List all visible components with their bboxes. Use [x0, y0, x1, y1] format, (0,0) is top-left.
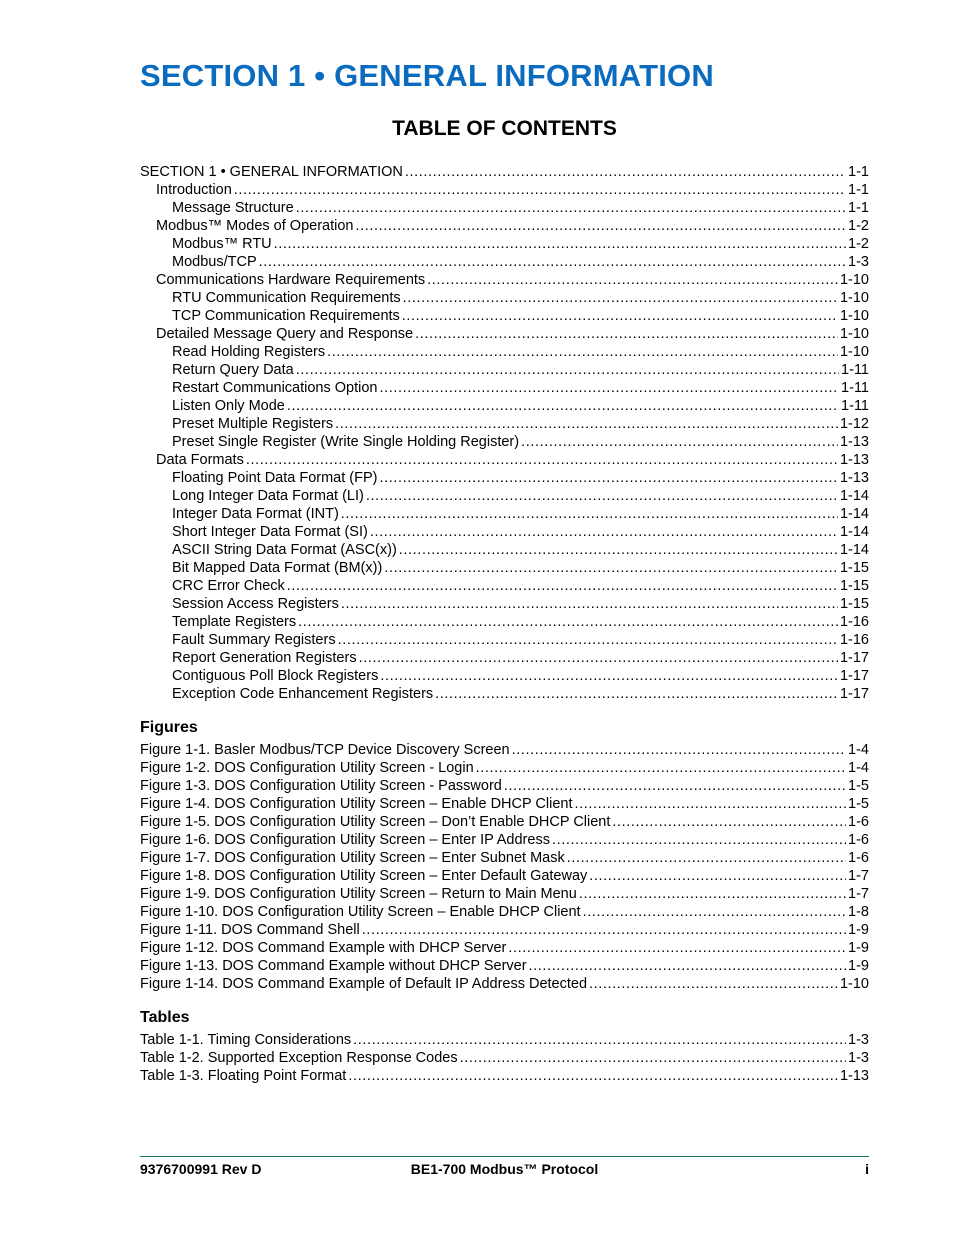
- entry-page-number: 1-14: [839, 506, 869, 522]
- entry-title: ASCII String Data Format (ASC(x)): [172, 542, 397, 558]
- toc-entry[interactable]: [140, 759, 869, 777]
- entry-title: Introduction: [156, 182, 232, 198]
- entry-page-number: 1-1: [848, 164, 869, 180]
- entry-title: Figure 1-13. DOS Command Example without DHCP Server: [140, 958, 527, 974]
- entry-page-number: 1-5: [848, 778, 869, 794]
- toc-entry[interactable]: [140, 667, 869, 685]
- entry-page-number: 1-6: [848, 850, 869, 866]
- entry-page-number: 1-2: [848, 218, 869, 234]
- dot-leader: [296, 199, 846, 217]
- dot-leader: [612, 813, 846, 831]
- entry-page-number: 1-10: [839, 272, 869, 288]
- figures-heading: Figures: [140, 719, 198, 736]
- entry-title: Preset Multiple Registers: [172, 416, 334, 432]
- entry-title: Figure 1-8. DOS Configuration Utility Screen – Enter Default Gateway: [140, 868, 588, 884]
- dot-leader: [399, 541, 838, 559]
- toc-entry[interactable]: [140, 831, 869, 849]
- entry-title: Exception Code Enhancement Registers: [172, 686, 434, 702]
- entry-page-number: 1-10: [839, 976, 869, 992]
- entry-title: Figure 1-6. DOS Configuration Utility Screen – Enter IP Address: [140, 832, 550, 848]
- entry-title: Figure 1-4. DOS Configuration Utility Screen – Enable DHCP Client: [140, 796, 573, 812]
- entry-title: Fault Summary Registers: [172, 632, 336, 648]
- page-footer: [140, 1160, 869, 1178]
- toc-entry[interactable]: [140, 559, 869, 577]
- entry-title: Bit Mapped Data Format (BM(x)): [172, 560, 383, 576]
- footer-page-number: i: [865, 1161, 869, 1177]
- entry-page-number: 1-11: [841, 398, 869, 414]
- footer-doc-number: 9376700991 Rev D: [140, 1161, 262, 1177]
- dot-leader: [296, 361, 839, 379]
- footer-doc-title: BE1-700 Modbus™ Protocol: [410, 1161, 599, 1177]
- toc-entry[interactable]: [140, 885, 869, 903]
- dot-leader: [327, 343, 838, 361]
- toc-entry[interactable]: [140, 343, 869, 361]
- dot-leader: [348, 1067, 838, 1085]
- entry-title: CRC Error Check: [172, 578, 285, 594]
- toc-entry[interactable]: [140, 975, 869, 993]
- dot-leader: [380, 379, 840, 397]
- entry-page-number: 1-6: [848, 832, 869, 848]
- entry-title: Detailed Message Query and Response: [156, 326, 414, 342]
- entry-page-number: 1-15: [839, 560, 869, 576]
- entry-page-number: 1-3: [848, 1032, 869, 1048]
- toc-entry[interactable]: [140, 595, 869, 613]
- dot-leader: [567, 849, 846, 867]
- entry-page-number: 1-13: [839, 452, 869, 468]
- dot-leader: [589, 975, 838, 993]
- toc-entry[interactable]: [140, 397, 869, 415]
- toc-entry[interactable]: [140, 1067, 869, 1085]
- entry-page-number: 1-16: [839, 632, 869, 648]
- entry-page-number: 1-4: [848, 760, 869, 776]
- dot-leader: [405, 163, 846, 181]
- dot-leader: [287, 397, 839, 415]
- entry-page-number: 1-4: [848, 742, 869, 758]
- entry-page-number: 1-17: [839, 686, 869, 702]
- entry-page-number: 1-10: [839, 326, 869, 342]
- dot-leader: [589, 867, 846, 885]
- toc-body: [140, 163, 869, 1085]
- dot-leader: [512, 741, 846, 759]
- dot-leader: [341, 595, 838, 613]
- entry-title: Figure 1-11. DOS Command Shell: [140, 922, 360, 938]
- dot-leader: [259, 253, 846, 271]
- entry-title: Figure 1-10. DOS Configuration Utility Screen – Enable DHCP Client: [140, 904, 581, 920]
- toc-entry[interactable]: [140, 577, 869, 595]
- entry-page-number: 1-3: [848, 254, 869, 270]
- toc-entry[interactable]: [140, 433, 869, 451]
- entry-title: Long Integer Data Format (LI): [172, 488, 364, 504]
- dot-leader: [274, 235, 846, 253]
- toc-entry[interactable]: [140, 379, 869, 397]
- toc-entry[interactable]: [140, 813, 869, 831]
- entry-title: TCP Communication Requirements: [172, 308, 400, 324]
- dot-leader: [583, 903, 846, 921]
- toc-entry[interactable]: [140, 253, 869, 271]
- dot-leader: [353, 1031, 846, 1049]
- entry-title: Return Query Data: [172, 362, 294, 378]
- dot-leader: [234, 181, 846, 199]
- toc-entry[interactable]: [140, 451, 869, 469]
- dot-leader: [380, 469, 838, 487]
- toc-entry[interactable]: [140, 199, 869, 217]
- entry-page-number: 1-14: [839, 488, 869, 504]
- toc-entry[interactable]: [140, 415, 869, 433]
- toc-entry[interactable]: [140, 217, 869, 235]
- entry-title: Preset Single Register (Write Single Holding Register): [172, 434, 520, 450]
- dot-leader: [415, 325, 838, 343]
- dot-leader: [552, 831, 846, 849]
- entry-title: Modbus™ Modes of Operation: [156, 218, 354, 234]
- entry-page-number: 1-7: [848, 886, 869, 902]
- toc-entry[interactable]: [140, 487, 869, 505]
- entry-page-number: 1-9: [848, 922, 869, 938]
- entry-title: Table 1-3. Floating Point Format: [140, 1068, 347, 1084]
- dot-leader: [380, 667, 838, 685]
- entry-page-number: 1-9: [848, 958, 869, 974]
- entry-page-number: 1-14: [839, 524, 869, 540]
- dot-leader: [384, 559, 838, 577]
- entry-title: Table 1-2. Supported Exception Response Codes: [140, 1050, 458, 1066]
- entry-page-number: 1-10: [839, 290, 869, 306]
- dot-leader: [246, 451, 838, 469]
- toc-entry[interactable]: [140, 777, 869, 795]
- toc-entry[interactable]: [140, 307, 869, 325]
- entry-page-number: 1-11: [841, 380, 869, 396]
- entry-title: Figure 1-12. DOS Command Example with DHCP Server: [140, 940, 507, 956]
- dot-leader: [504, 777, 846, 795]
- toc-entry[interactable]: [140, 1049, 869, 1067]
- entry-title: Contiguous Poll Block Registers: [172, 668, 379, 684]
- entry-page-number: 1-2: [848, 236, 869, 252]
- toc-entry[interactable]: [140, 361, 869, 379]
- entry-page-number: 1-3: [848, 1050, 869, 1066]
- entry-page-number: 1-11: [841, 362, 869, 378]
- entry-title: Communications Hardware Requirements: [156, 272, 426, 288]
- entry-title: SECTION 1 • GENERAL INFORMATION: [140, 164, 403, 180]
- entry-page-number: 1-9: [848, 940, 869, 956]
- entry-title: Listen Only Mode: [172, 398, 285, 414]
- toc-entry[interactable]: [140, 921, 869, 939]
- dot-leader: [427, 271, 838, 289]
- entry-page-number: 1-17: [839, 650, 869, 666]
- entry-page-number: 1-13: [839, 434, 869, 450]
- entry-page-number: 1-15: [839, 596, 869, 612]
- figures-list: [140, 741, 869, 993]
- entry-page-number: 1-10: [839, 308, 869, 324]
- toc-entry[interactable]: [140, 325, 869, 343]
- tables-heading: Tables: [140, 1009, 190, 1026]
- dot-leader: [355, 217, 846, 235]
- toc-entry[interactable]: [140, 939, 869, 957]
- dot-leader: [287, 577, 838, 595]
- entry-page-number: 1-14: [839, 542, 869, 558]
- toc-entry[interactable]: [140, 505, 869, 523]
- entry-page-number: 1-16: [839, 614, 869, 630]
- dot-leader: [476, 759, 846, 777]
- entry-page-number: 1-5: [848, 796, 869, 812]
- entry-page-number: 1-17: [839, 668, 869, 684]
- dot-leader: [575, 795, 847, 813]
- dot-leader: [341, 505, 838, 523]
- section-title: SECTION 1 • GENERAL INFORMATION: [140, 58, 714, 93]
- toc-entry[interactable]: [140, 163, 869, 181]
- dot-leader: [435, 685, 838, 703]
- entry-page-number: 1-7: [848, 868, 869, 884]
- toc-entry[interactable]: [140, 289, 869, 307]
- entry-title: Data Formats: [156, 452, 244, 468]
- entry-title: Figure 1-9. DOS Configuration Utility Screen – Return to Main Menu: [140, 886, 577, 902]
- dot-leader: [508, 939, 846, 957]
- toc-entry[interactable]: [140, 541, 869, 559]
- entry-title: Figure 1-5. DOS Configuration Utility Screen – Don’t Enable DHCP Client: [140, 814, 611, 830]
- entry-title: Report Generation Registers: [172, 650, 357, 666]
- contents-list: [140, 163, 869, 703]
- toc-entry[interactable]: [140, 849, 869, 867]
- entry-title: Figure 1-14. DOS Command Example of Default IP Address Detected: [140, 976, 588, 992]
- entry-title: Figure 1-3. DOS Configuration Utility Screen - Password: [140, 778, 502, 794]
- entry-title: Restart Communications Option: [172, 380, 378, 396]
- entry-page-number: 1-12: [839, 416, 869, 432]
- toc-entry[interactable]: [140, 523, 869, 541]
- toc-entry[interactable]: [140, 685, 869, 703]
- toc-entry[interactable]: [140, 631, 869, 649]
- dot-leader: [335, 415, 838, 433]
- entry-page-number: 1-6: [848, 814, 869, 830]
- entry-title: Figure 1-2. DOS Configuration Utility Screen - Login: [140, 760, 474, 776]
- entry-title: Table 1-1. Timing Considerations: [140, 1032, 352, 1048]
- entry-title: Modbus™ RTU: [172, 236, 272, 252]
- entry-page-number: 1-13: [839, 470, 869, 486]
- dot-leader: [370, 523, 838, 541]
- entry-page-number: 1-1: [848, 200, 869, 216]
- entry-title: Session Access Registers: [172, 596, 339, 612]
- entry-title: Figure 1-7. DOS Configuration Utility Screen – Enter Subnet Mask: [140, 850, 565, 866]
- dot-leader: [338, 631, 838, 649]
- toc-entry[interactable]: [140, 613, 869, 631]
- toc-heading: TABLE OF CONTENTS: [392, 117, 617, 140]
- dot-leader: [460, 1049, 846, 1067]
- toc-entry[interactable]: [140, 649, 869, 667]
- toc-entry[interactable]: [140, 181, 869, 199]
- toc-entry[interactable]: [140, 1031, 869, 1049]
- dot-leader: [359, 649, 838, 667]
- toc-entry[interactable]: [140, 867, 869, 885]
- footer-rule: [140, 1156, 869, 1157]
- entry-title: Floating Point Data Format (FP): [172, 470, 378, 486]
- entry-page-number: 1-13: [839, 1068, 869, 1084]
- dot-leader: [579, 885, 846, 903]
- entry-title: Message Structure: [172, 200, 294, 216]
- dot-leader: [298, 613, 838, 631]
- entry-page-number: 1-1: [848, 182, 869, 198]
- entry-page-number: 1-8: [848, 904, 869, 920]
- toc-entry[interactable]: [140, 957, 869, 975]
- dot-leader: [529, 957, 846, 975]
- entry-title: Figure 1-1. Basler Modbus/TCP Device Discovery Screen: [140, 742, 510, 758]
- entry-page-number: 1-15: [839, 578, 869, 594]
- dot-leader: [362, 921, 846, 939]
- dot-leader: [403, 289, 838, 307]
- dot-leader: [521, 433, 838, 451]
- toc-entry[interactable]: [140, 469, 869, 487]
- toc-entry[interactable]: [140, 903, 869, 921]
- entry-page-number: 1-10: [839, 344, 869, 360]
- entry-title: RTU Communication Requirements: [172, 290, 401, 306]
- dot-leader: [402, 307, 838, 325]
- toc-entry[interactable]: [140, 795, 869, 813]
- entry-title: Template Registers: [172, 614, 297, 630]
- dot-leader: [366, 487, 838, 505]
- entry-title: Modbus/TCP: [172, 254, 257, 270]
- entry-title: Integer Data Format (INT): [172, 506, 339, 522]
- tables-list: [140, 1031, 869, 1085]
- toc-entry[interactable]: [140, 235, 869, 253]
- toc-entry[interactable]: [140, 271, 869, 289]
- entry-title: Short Integer Data Format (SI): [172, 524, 368, 540]
- toc-entry[interactable]: [140, 741, 869, 759]
- entry-title: Read Holding Registers: [172, 344, 326, 360]
